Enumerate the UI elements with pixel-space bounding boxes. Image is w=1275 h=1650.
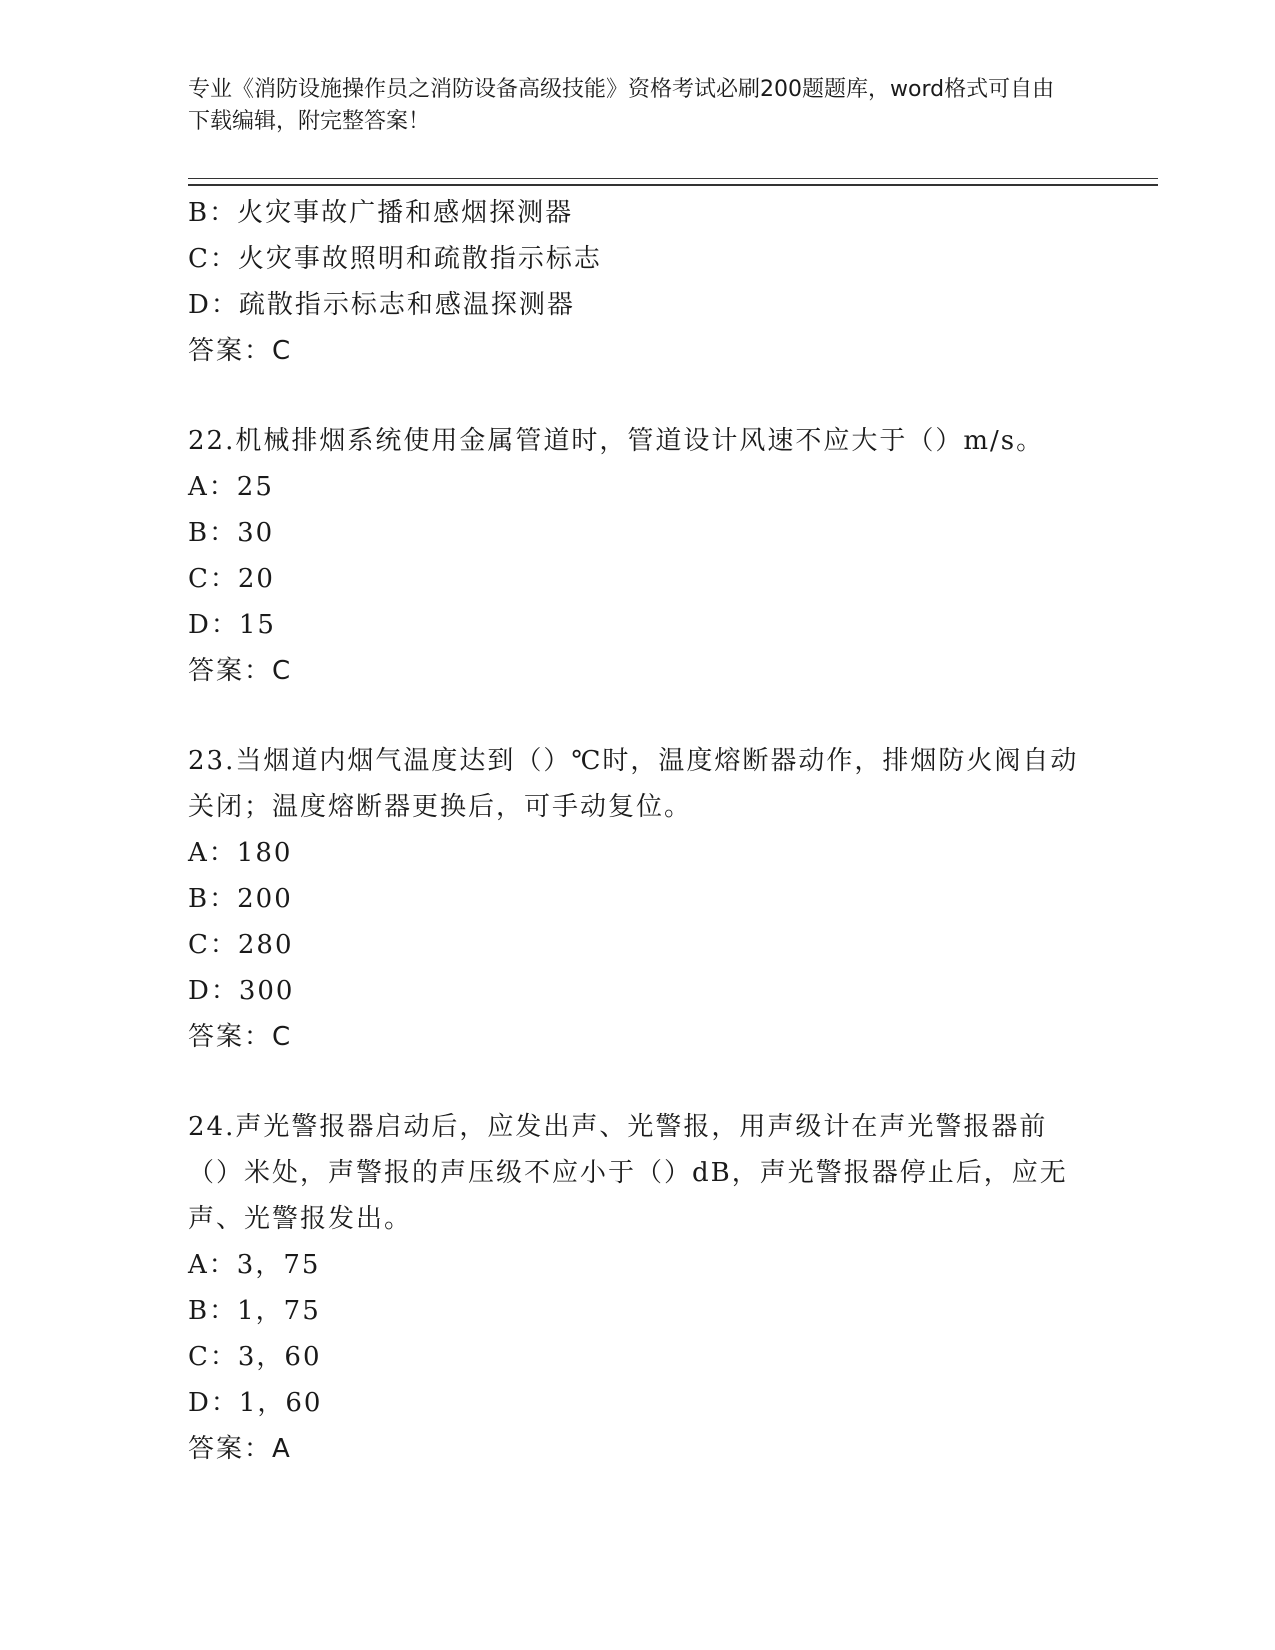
option-d: D：15 [188,610,276,640]
answer: 答案：A [188,1434,292,1464]
question-21 [188,190,1088,374]
header-divider-thick [188,184,1158,186]
option-a: A：25 [188,472,274,502]
option-c: C：火灾事故照明和疏散指示标志 [188,244,602,274]
option-c: C：280 [188,930,294,960]
option-d: D：疏散指示标志和感温探测器 [188,290,575,320]
option-b: B：200 [188,884,293,914]
option-b: B：火灾事故广播和感烟探测器 [188,198,574,228]
question-23 [188,738,1088,1060]
option-b: B：30 [188,518,275,548]
answer: 答案：C [188,336,293,366]
option-a: A：180 [188,838,293,868]
option-d: D：300 [188,976,295,1006]
answer: 答案：C [188,1022,293,1052]
option-c: C：20 [188,564,275,594]
question-text: 22.机械排烟系统使用金属管道时，管道设计风速不应大于（）m/s。 [188,426,1045,456]
option-c: C：3，60 [188,1342,322,1372]
header-divider-thin [188,178,1158,179]
question-24 [188,1104,1088,1472]
question-text: 24.声光警报器启动后，应发出声、光警报，用声级计在声光警报器前（）米处，声警报的声压级不应小于（）dB，声光警报器停止后，应无声、光警报发出。 [188,1112,1068,1234]
option-a: A：3，75 [188,1250,321,1280]
question-22 [188,418,1088,694]
option-b: B：1，75 [188,1296,321,1326]
question-list [188,190,1088,1472]
answer: 答案：C [188,656,293,686]
document-header: 专业《消防设施操作员之消防设备高级技能》资格考试必刷200题题库，word格式可自由下载编辑，附完整答案！ [188,77,1055,134]
question-text: 23.当烟道内烟气温度达到（）℃时，温度熔断器动作，排烟防火阀自动关闭；温度熔断器更换后，可手动复位。 [188,746,1079,822]
option-d: D：1，60 [188,1388,323,1418]
